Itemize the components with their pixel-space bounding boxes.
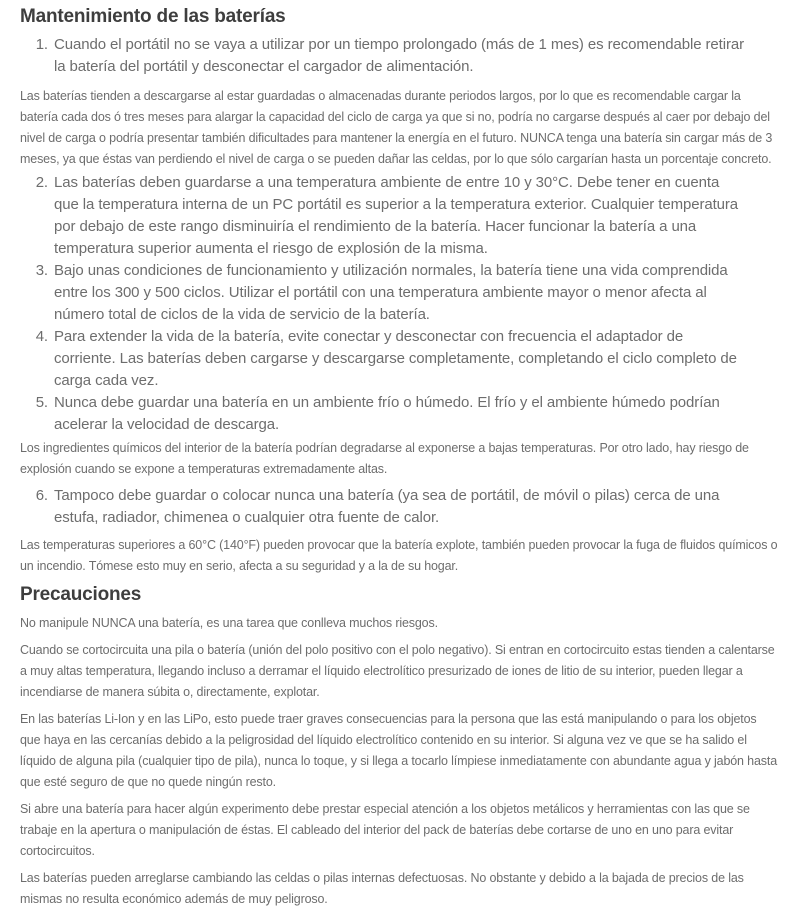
heat-ordered-list bbox=[20, 485, 778, 529]
list-item-number: 4. bbox=[35, 328, 48, 345]
paragraph-short-circuit: Cuando se cortocircuita una pila o batería (unión del polo positivo con el polo negativo). Si entran en cortocircuito estas tienden a calentarse a muy altas temperatura, llegando incluso a derramar el líquido electrolítico presurizado de iones de litio de su interior, pueden llegar a incendiarse de manera súbita o, directamente, explotar. bbox=[20, 643, 775, 699]
list-item-text: Nunca debe guardar una batería en un ambiente frío o húmedo. El frío y el ambiente húmedo podrían acelerar la velocidad de descarga. bbox=[54, 394, 720, 433]
list-item-number: 1. bbox=[35, 36, 48, 53]
list-item-2 bbox=[20, 172, 744, 260]
heading-precautions: Precauciones bbox=[20, 584, 142, 605]
list-item-1 bbox=[20, 34, 744, 78]
list-item-4 bbox=[20, 326, 744, 392]
list-item-text: Bajo unas condiciones de funcionamiento y utilización normales, la batería tiene una vida comprendida entre los 300 y 500 ciclos. Utilizar el portátil con una temperatura ambiente mayor o menor afecta al número total de ciclos de la vida de servicio de la batería. bbox=[54, 262, 728, 323]
paragraph-chemicals-note: Los ingredientes químicos del interior de la batería podrían degradarse al exponerse a bajas temperaturas. Por otro lado, hay riesgo de explosión cuando se expone a temperaturas extremadamente altas. bbox=[20, 441, 749, 476]
paragraph-open-battery: Si abre una batería para hacer algún experimento debe prestar especial atención a los objetos metálicos y herramientas con las que se trabaje en la apertura o manipulación de éstas. El cableado del interior del pack de baterías debe cortarse de uno en uno para evitar cortocircuitos. bbox=[20, 802, 750, 858]
list-item-number: 2. bbox=[35, 174, 48, 191]
paragraph-high-temperatures-note: Las temperaturas superiores a 60°C (140°F) pueden provocar que la batería explote, también pueden provocar la fuga de fluidos químicos o un incendio. Tómese esto muy en serio, afecta a su seguridad y a la de su hogar. bbox=[20, 538, 778, 573]
list-item-6 bbox=[20, 485, 744, 529]
list-item-text: Cuando el portátil no se vaya a utilizar por un tiempo prolongado (más de 1 mes) es recomendable retirar la batería del portátil y desconectar el cargador de alimentación. bbox=[54, 36, 744, 75]
paragraph-never-handle: No manipule NUNCA una batería, es una tarea que conlleva muchos riesgos. bbox=[20, 616, 438, 630]
intro-ordered-list bbox=[20, 34, 778, 78]
paragraph-liion-lipo: En las baterías Li-Ion y en las LiPo, esto puede traer graves consecuencias para la persona que las está manipulando o para los objetos que haya en las cercanías debido a la peligrosidad del líquido electrolítico contenido en su interior. Si alguna vez ve que se ha salido el líquido de alguna pila (cualquier tipo de pila), nunca lo toque, y si llega a tocarlo límpiese inmediatamente con abundante agua y jabón hasta que esté seguro de que no quede ningún resto. bbox=[20, 712, 777, 789]
list-item-number: 6. bbox=[35, 487, 48, 504]
list-item-3 bbox=[20, 260, 744, 326]
paragraph-storage-note: Las baterías tienden a descargarse al estar guardadas o almacenadas durante periodos largos, por lo que es recomendable cargar la batería cada dos ó tres meses para alargar la capacidad del ciclo de carga ya que si no, podría no cargarse después al caer por debajo del nivel de carga o podría presentar también dificultades para mantener la energía en el futuro. NUNCA tenga una batería sin cargar más de 3 meses, ya que éstas van perdiendo el nivel de carga o se pueden dañar las celdas, por lo que sólo cargarían hasta un porcentaje concreto. bbox=[20, 89, 773, 166]
list-item-text: Las baterías deben guardarse a una temperatura ambiente de entre 10 y 30°C. Debe tener en cuenta que la temperatura interna de un PC portátil es superior a la temperatura exterior. Cualquier temperatura por debajo de este rango disminuiría el rendimiento de la batería. Hacer funcionar la batería a una temperatura superior aumenta el riesgo de explosión de la misma. bbox=[54, 174, 739, 257]
battery-maintenance-article bbox=[0, 5, 800, 910]
list-item-number: 3. bbox=[35, 262, 48, 279]
main-ordered-list bbox=[20, 172, 778, 436]
list-item-number: 5. bbox=[35, 394, 48, 411]
list-item-5 bbox=[20, 392, 744, 436]
list-item-text: Para extender la vida de la batería, evite conectar y desconectar con frecuencia el adaptador de corriente. Las baterías deben cargarse y descargarse completamente, completando el ciclo completo de carga cada vez. bbox=[54, 328, 737, 389]
list-item-text: Tampoco debe guardar o colocar nunca una batería (ya sea de portátil, de móvil o pilas) cerca de una estufa, radiador, chimenea o cualquier otra fuente de calor. bbox=[54, 487, 720, 526]
heading-maintenance: Mantenimiento de las baterías bbox=[20, 6, 286, 27]
paragraph-repair: Las baterías pueden arreglarse cambiando las celdas o pilas internas defectuosas. No obstante y debido a la bajada de precios de las mismas no resulta económico además de muy peligroso. bbox=[20, 871, 744, 906]
